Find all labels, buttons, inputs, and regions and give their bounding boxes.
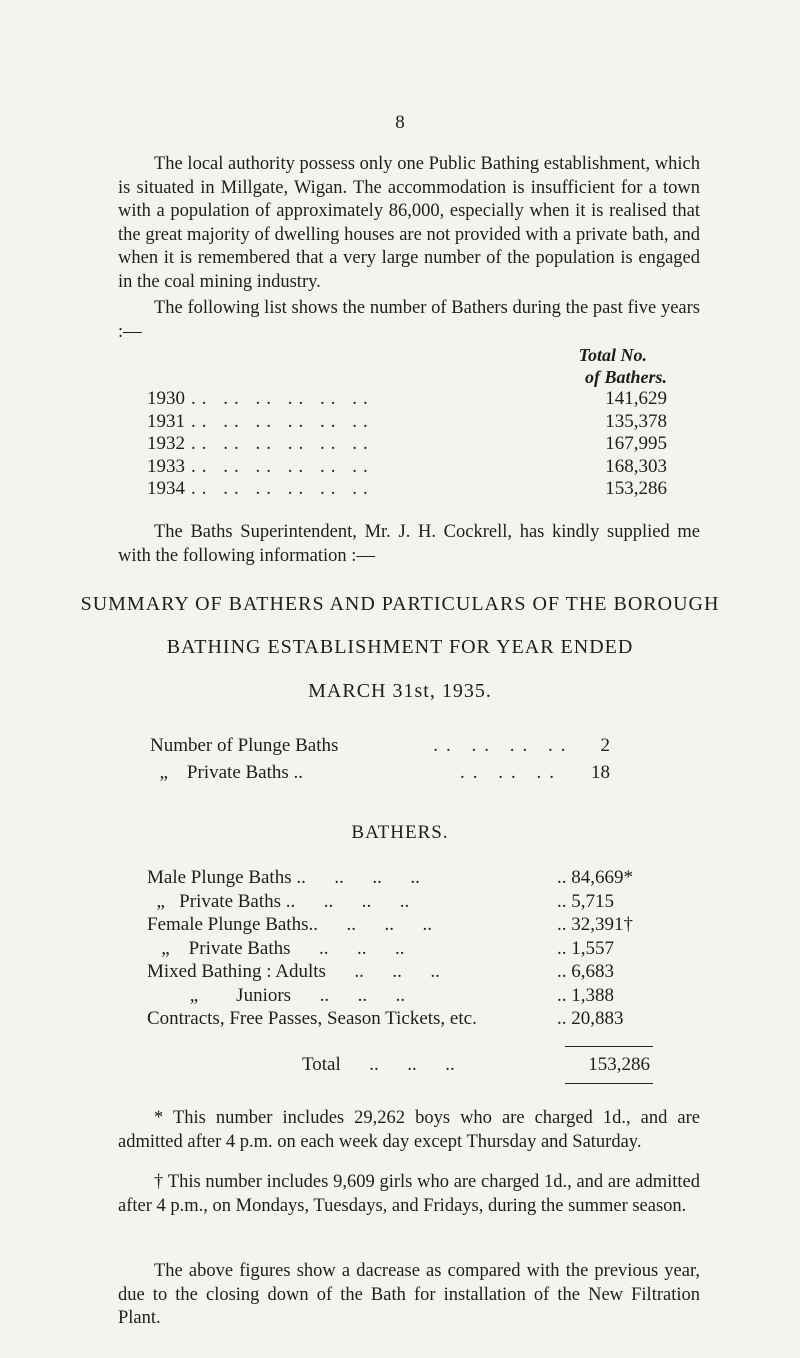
bathers-row <box>147 937 662 961</box>
total-value: 153,286 <box>588 1054 650 1075</box>
bathers-row <box>147 984 662 1008</box>
years-row-1930 <box>147 388 667 411</box>
count-label: „ Private Baths .. <box>150 762 304 783</box>
footnote-star: * This number includes 29,262 boys who are charged 1d., and are admitted after 4 p.m. on each week day except Thursday and Saturday. <box>118 1108 700 1152</box>
private-baths-row <box>150 759 610 786</box>
count-value: 2 <box>600 735 610 756</box>
bathers-row <box>147 890 662 914</box>
list-intro-paragraph: The following list shows the number of Bathers during the past five years :— <box>118 298 700 342</box>
bath-counts <box>150 732 610 786</box>
years-row-1932 <box>147 433 667 456</box>
bathers-value: .. 6,683 <box>557 961 614 982</box>
years-row-1933 <box>147 456 667 479</box>
years-header-line1: Total No. <box>578 345 647 365</box>
bathers-row <box>147 913 662 937</box>
year-cell: 1930 <box>147 388 185 409</box>
bathers-label: Mixed Bathing : Adults .. .. .. <box>147 961 440 982</box>
bathers-label: „ Private Baths .. .. .. <box>147 937 405 959</box>
bathers-row <box>147 1007 662 1031</box>
year-cell: 1934 <box>147 478 185 499</box>
leader-dots: .. .. .. .. .. .. <box>191 433 374 454</box>
years-row-1931 <box>147 411 667 434</box>
total-label: Total .. .. .. <box>302 1054 455 1075</box>
total-cell: 167,995 <box>605 433 667 454</box>
plunge-baths-row <box>150 732 610 759</box>
total-bottom-rule <box>565 1083 653 1084</box>
total-cell: 153,286 <box>605 478 667 499</box>
bathers-value: .. 84,669* <box>557 867 633 888</box>
total-cell: 168,303 <box>605 455 667 477</box>
bathers-value: .. 1,557 <box>557 937 614 959</box>
bathers-value: .. 5,715 <box>557 890 614 912</box>
page-number: 8 <box>395 112 405 133</box>
leader-dots: .. .. .. .. .. .. <box>191 455 374 477</box>
supplied-paragraph: The Baths Superintendent, Mr. J. H. Cockrell, has kindly supplied me with the following information :— <box>118 522 700 566</box>
bathers-value: .. 1,388 <box>557 984 614 1006</box>
years-header <box>147 344 667 388</box>
bathers-row <box>147 866 662 890</box>
total-cell: 135,378 <box>605 410 667 432</box>
years-row-1934 <box>147 478 667 501</box>
bathers-value: .. 20,883 <box>557 1008 624 1029</box>
bathers-label: Female Plunge Baths.. .. .. .. <box>147 914 432 935</box>
years-header-line2: of Bathers. <box>584 367 667 387</box>
bathers-row <box>147 960 662 984</box>
intro-paragraph: The local authority possess only one Public Bathing establishment, which is situated in Millgate, Wigan. The accommodation is insufficient for a town with a population of approximately 86,000, especially when it is realised that the great majority of dwelling houses are not provided with a private bath, and when it is remembered that a very large number of the population is engaged in the coal mining industry. <box>118 154 700 292</box>
bathers-label: „ Private Baths .. .. .. .. <box>147 890 410 912</box>
leader-dots: .. .. .. .. .. .. <box>191 388 374 409</box>
count-label: Number of Plunge Baths <box>150 735 339 756</box>
bathers-table <box>147 866 662 1031</box>
leader-dots: .. .. .. .. <box>433 735 574 756</box>
leader-dots: .. .. .. .. .. .. <box>191 478 374 499</box>
total-row <box>147 1054 662 1076</box>
summary-heading-line2: BATHING ESTABLISHMENT FOR YEAR ENDED <box>166 636 634 658</box>
summary-heading-line3: MARCH 31st, 1935. <box>308 680 492 702</box>
year-cell: 1932 <box>147 433 185 454</box>
leader-dots: .. .. .. <box>460 762 562 783</box>
bathers-title: BATHERS. <box>351 822 449 843</box>
closing-paragraph: The above figures show a dacrease as compared with the previous year, due to the closing down of the Bath for installation of the New Filtration Plant. <box>118 1261 700 1328</box>
year-cell: 1931 <box>147 410 185 432</box>
count-value: 18 <box>591 762 610 783</box>
leader-dots: .. .. .. .. .. .. <box>191 410 374 432</box>
years-table <box>147 344 667 501</box>
footnote-dagger: † This number includes 9,609 girls who are charged 1d., and are admitted after 4 p.m., on Mondays, Tuesdays, and Fridays, during the summer season. <box>118 1172 700 1216</box>
summary-heading-line1: SUMMARY OF BATHERS AND PARTICULARS OF THE BOROUGH <box>80 593 720 615</box>
bathers-value: .. 32,391† <box>557 914 633 935</box>
year-cell: 1933 <box>147 455 185 477</box>
bathers-label: „ Juniors .. .. .. <box>147 984 406 1006</box>
bathers-label: Contracts, Free Passes, Season Tickets, etc. <box>147 1008 477 1029</box>
total-cell: 141,629 <box>605 388 667 409</box>
bathers-label: Male Plunge Baths .. .. .. .. <box>147 867 420 888</box>
total-top-rule <box>565 1046 653 1047</box>
